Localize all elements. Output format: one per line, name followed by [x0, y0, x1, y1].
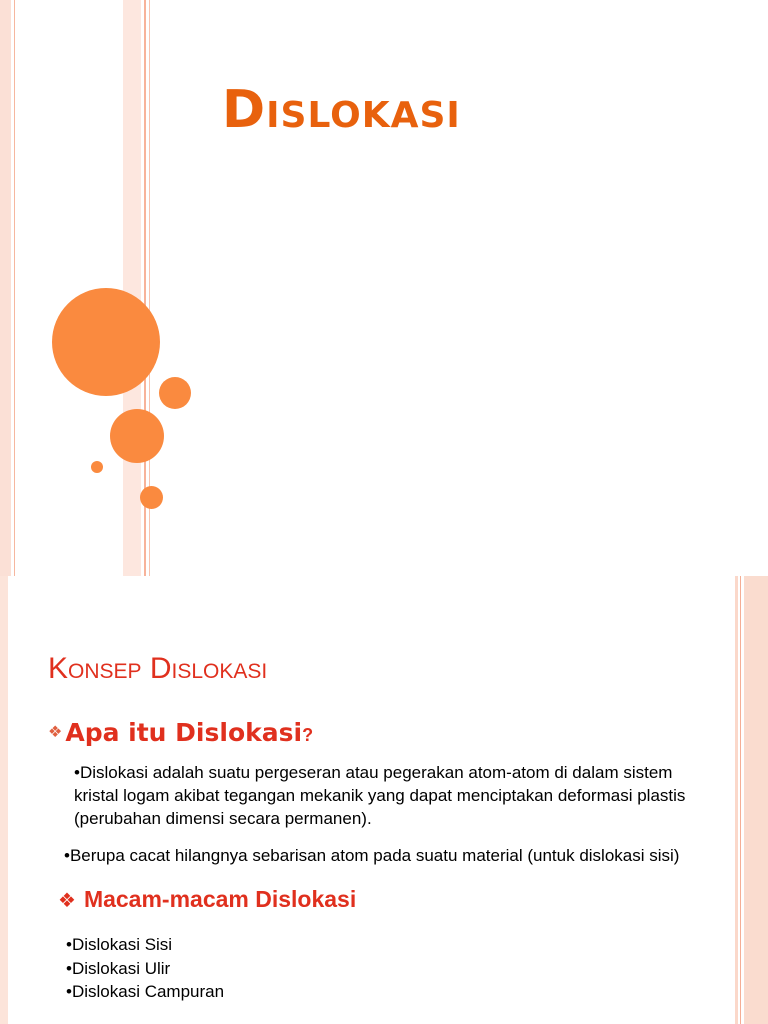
diamond-bullet-icon: ❖: [58, 890, 76, 912]
types-list: [66, 933, 224, 1004]
decorative-stripe: [14, 0, 15, 576]
decorative-stripe: [0, 0, 11, 576]
decorative-circle-tiny: [91, 461, 103, 473]
description-paragraph: •Berupa cacat hilangnya sebarisan atom pada suatu material (untuk dislokasi sisi): [64, 846, 680, 865]
list-item: •Dislokasi Sisi: [66, 935, 173, 954]
question-heading: [48, 718, 313, 747]
decorative-stripe: [735, 576, 738, 1024]
list-item: •Dislokasi Ulir: [66, 958, 171, 978]
types-heading-text: Macam-macam Dislokasi: [83, 886, 357, 912]
decorative-stripe: [744, 576, 768, 1024]
decorative-circle-large: [52, 288, 160, 396]
decorative-stripe: [0, 576, 8, 1024]
decorative-stripe: [123, 0, 141, 576]
decorative-circle-small: [140, 486, 163, 509]
section-heading: Konsep Dislokasi: [48, 652, 268, 685]
types-heading: [58, 886, 356, 913]
definition-paragraph: •Dislokasi adalah suatu pergeseran atau pegerakan atom-atom di dalam sistem kristal logam akibat tegangan mekanik yang dapat menciptakan deformasi plastis (perubahan dimensi secara permanen).: [74, 763, 686, 828]
question-text: Apa itu Dislokasi: [65, 718, 303, 747]
decorative-stripe: [740, 576, 741, 1024]
decorative-circle-small: [159, 377, 191, 409]
list-item: •Dislokasi Campuran: [66, 982, 225, 1001]
decorative-circle-medium: [110, 409, 164, 463]
diamond-bullet-icon: ❖: [48, 724, 63, 741]
slide-title: Dislokasi: [222, 80, 461, 140]
question-mark: ?: [302, 725, 314, 745]
